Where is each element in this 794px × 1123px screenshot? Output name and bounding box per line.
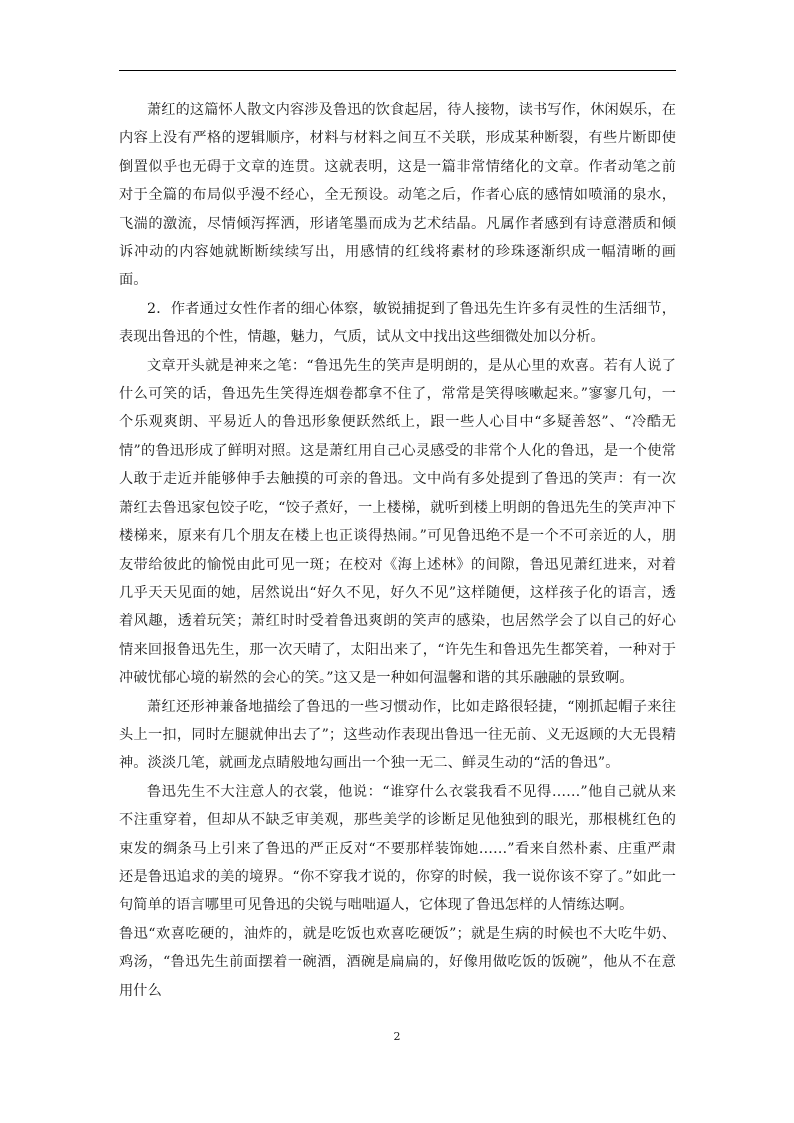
paragraph-4: 萧红还形神兼备地描绘了鲁迅的一些习惯动作，比如走路很轻捷，“刚抓起帽子来往头上一扣，同时左腿就伸出去了”；这些动作表现出鲁迅一往无前、义无返顾的大无畏精神。淡淡几笔，就画龙点睛般地勾画出一个独一无二、鲜灵生动的“活的鲁迅”。 <box>119 698 676 772</box>
paragraph-5: 鲁迅先生不大注意人的衣裳，他说：“谁穿什么衣裳我看不见得……”他自己就从来不注重穿着，但却从不缺乏审美观，那些美学的诊断足见他独到的眼光，那根桃红色的束发的绸条马上引来了鲁迅的严正反对“不要那样装饰她……”看来自然朴素、庄重严肃还是鲁迅追求的美的境界。“你不穿我才说的，你穿的时候，我一说你该不穿了。”如此一句简单的语言哪里可见鲁迅的尖锐与咄咄逼人，它体现了鲁迅怎样的人情练达啊。 <box>119 783 676 914</box>
paragraph-2-question: 2．作者通过女性作者的细心体察，敏锐捕捉到了鲁迅先生许多有灵性的生活细节，表现出鲁迅的个性，情趣，魅力，气质，试从文中找出这些细微处加以分析。 <box>119 300 676 346</box>
paragraph-1: 萧红的这篇怀人散文内容涉及鲁迅的饮食起居，待人接物，读书写作，休闲娱乐，在内容上没有严格的逻辑顺序，材料与材料之间互不关联，形成某种断裂，有些片断即使倒置似乎也无碍于文章的连贯。这就表明，这是一篇非常情绪化的文章。作者动笔之前对于全篇的布局似乎漫不经心，全无预设。动笔之后，作者心底的感情如喷涌的泉水，飞湍的激流，尽情倾泻挥洒，形诸笔墨而成为艺术结晶。凡属作者感到有诗意潜质和倾诉冲动的内容她就断断续续写出，用感情的红线将素材的珍珠逐渐织成一幅清晰的画面。 <box>119 102 676 289</box>
paragraph-6: 鲁迅“欢喜吃硬的，油炸的，就是吃饭也欢喜吃硬饭”；就是生病的时候也不大吃牛奶、鸡汤，“鲁迅先生前面摆着一碗酒，酒碗是扁扁的，好像用做吃饭的饭碗”，他从不在意用什么 <box>119 925 676 999</box>
paragraph-3: 文章开头就是神来之笔：“鲁迅先生的笑声是明朗的，是从心里的欢喜。若有人说了什么可笑的话，鲁迅先生笑得连烟卷都拿不住了，常常是笑得咳嗽起来。”寥寥几句，一个乐观爽朗、平易近人的鲁迅形象便跃然纸上，跟一些人心目中“多疑善怒”、“冷酷无情”的鲁迅形成了鲜明对照。这是萧红用自己心灵感受的非常个人化的鲁迅，是一个使常人敢于走近并能够伸手去触摸的可亲的鲁迅。文中尚有多处提到了鲁迅的笑声：有一次萧红去鲁迅家包饺子吃，“饺子煮好，一上楼梯，就听到楼上明朗的鲁迅先生的笑声冲下楼梯来，原来有几个朋友在楼上也正谈得热闹。”可见鲁迅绝不是一个不可亲近的人，朋友带给彼此的愉悦由此可见一斑；在校对《海上述林》的间隙，鲁迅见萧红进来，对着几乎天天见面的她，居然说出“好久不见，好久不见”这样随便，这样孩子化的语言，透着风趣，透着玩笑；萧红时时受着鲁迅爽朗的笑声的感染，也居然学会了以自己的好心情来回报鲁迅先生，那一次天晴了，太阳出来了，“许先生和鲁迅先生都笑着，一种对于冲破忧郁心境的崭然的会心的笑。”这又是一种如何温馨和谐的其乐融融的景致啊。 <box>119 357 676 687</box>
document-body <box>119 96 676 1005</box>
header-rule <box>119 70 676 71</box>
page-number: 2 <box>393 1030 401 1043</box>
